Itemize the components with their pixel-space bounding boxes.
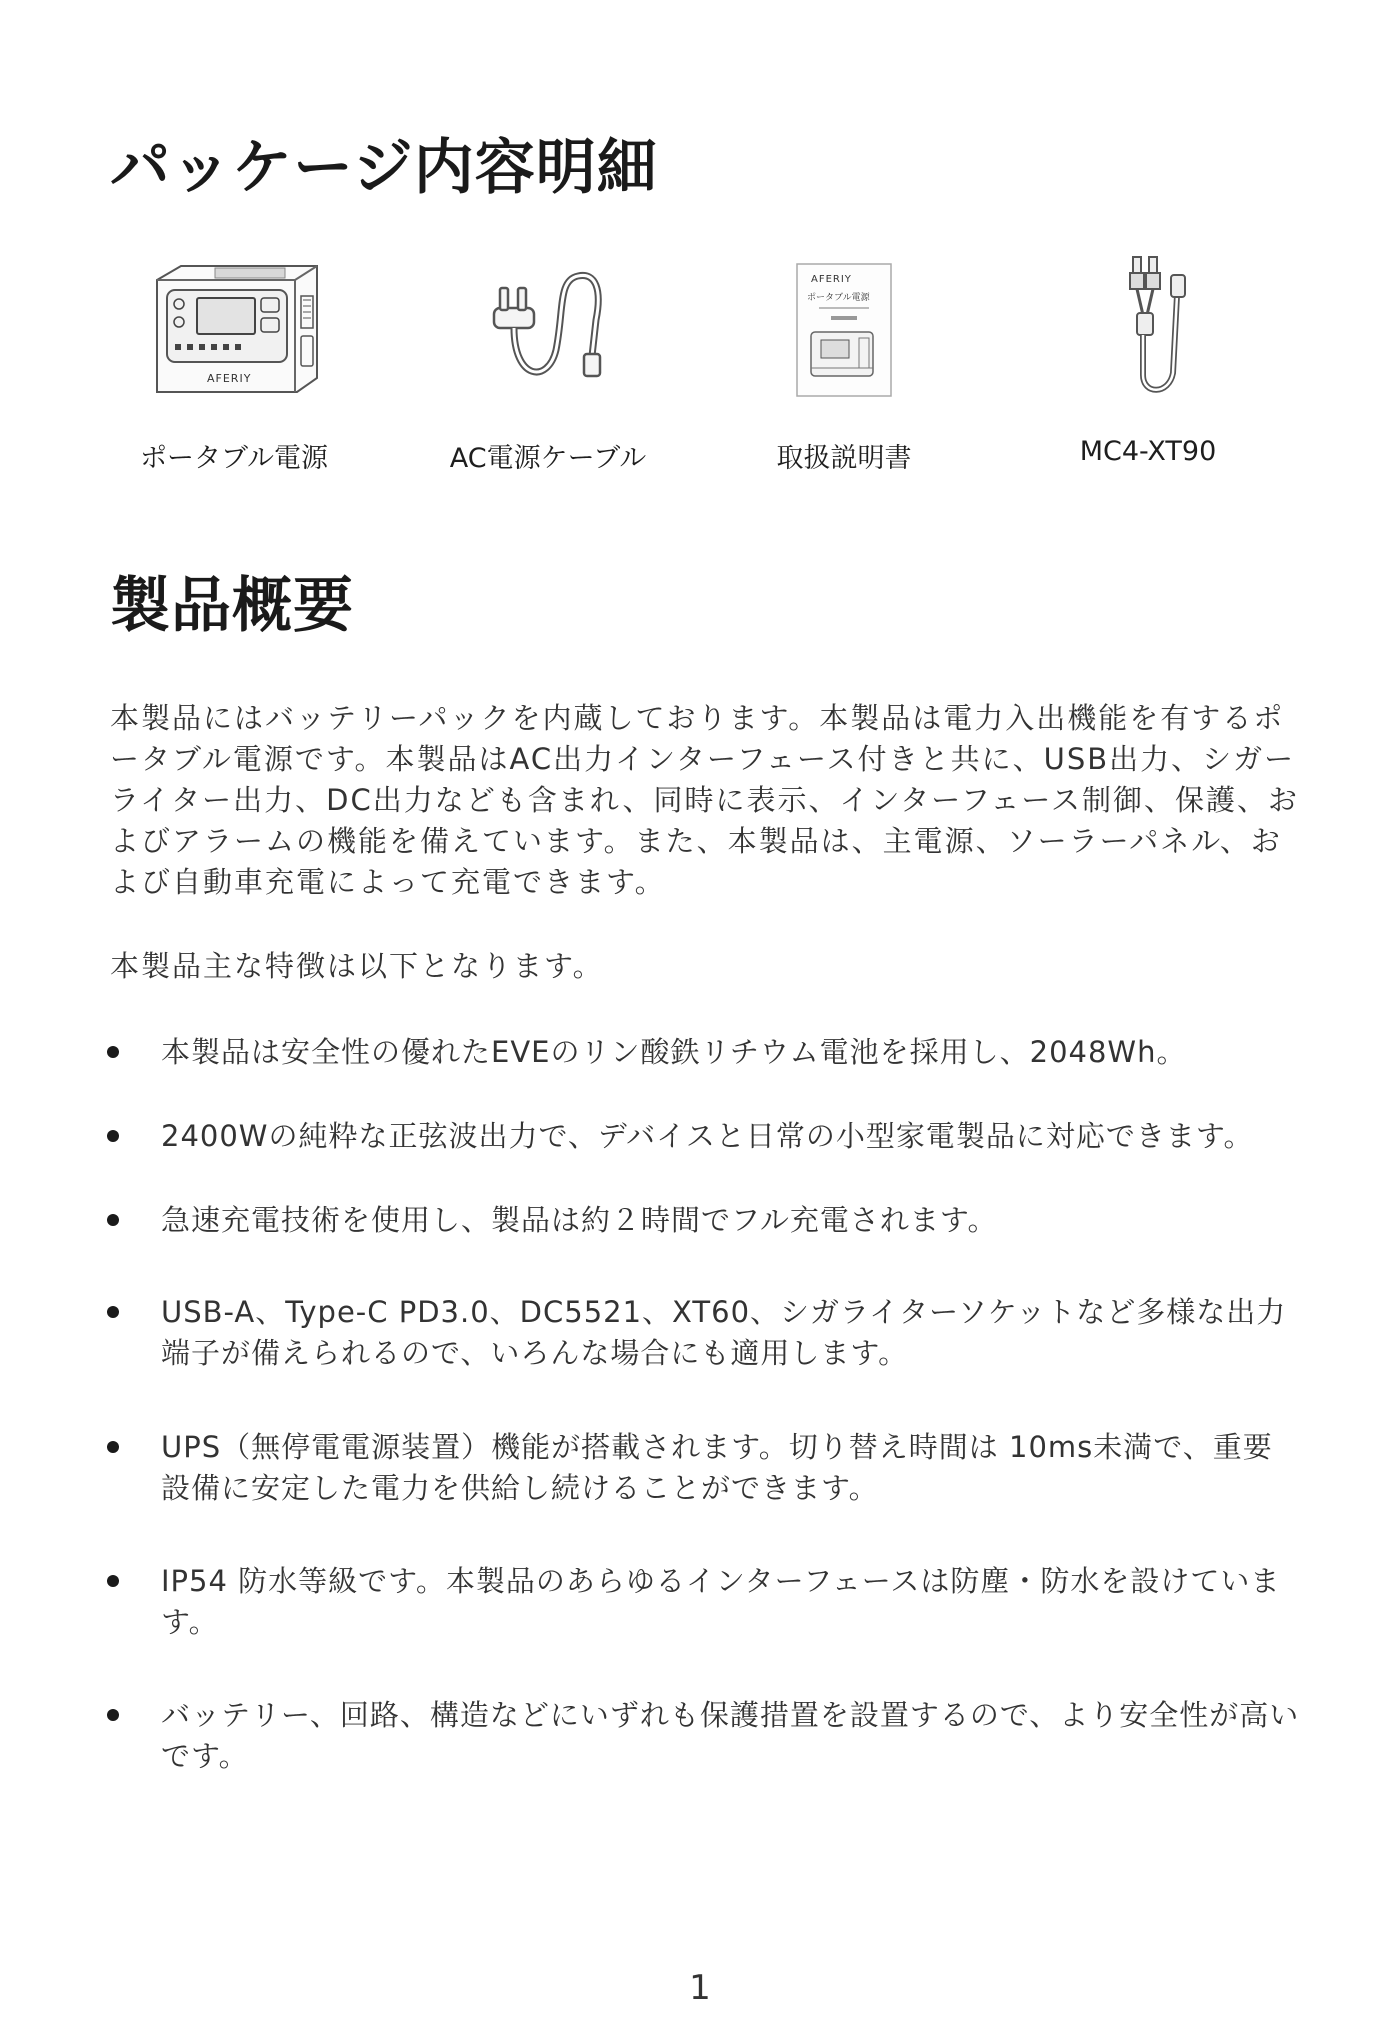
manual-brand-text: AFERIY bbox=[811, 274, 852, 285]
package-item-power-station bbox=[104, 255, 364, 474]
device-brand-text: AFERIY bbox=[207, 372, 252, 385]
mc4-cable-image bbox=[1018, 255, 1278, 405]
bullet-icon bbox=[107, 1575, 119, 1587]
bullet-icon bbox=[107, 1214, 119, 1226]
feature-text: UPS（無停電電源装置）機能が搭載されます。切り替え時間は 10ms未満で、重要設備に安定した電力を供給し続けることができます。 bbox=[161, 1430, 1273, 1505]
package-item-label: MC4-XT90 bbox=[1079, 436, 1217, 467]
ac-cable-image bbox=[418, 255, 678, 405]
feature-text: IP54 防水等級です。本製品のあらゆるインターフェースは防塵・防水を設けています。 bbox=[161, 1564, 1281, 1639]
bullet-icon bbox=[107, 1441, 119, 1453]
bullet-icon bbox=[107, 1130, 119, 1142]
feature-text: 急速充電技術を使用し、製品は約２時間でフル充電されます。 bbox=[161, 1203, 998, 1237]
feature-text: 2400Wの純粋な正弦波出力で、デバイスと日常の小型家電製品に対応できます。 bbox=[161, 1119, 1254, 1153]
manual-image bbox=[714, 255, 974, 405]
package-item-manual bbox=[714, 255, 974, 474]
package-item-ac-cable bbox=[418, 255, 678, 474]
package-item-mc4-cable bbox=[1018, 255, 1278, 467]
package-item-label: AC電源ケーブル bbox=[449, 443, 647, 474]
bullet-icon bbox=[107, 1046, 119, 1058]
features-lead-text: 本製品主な特徴は以下となります。 bbox=[110, 949, 604, 983]
overview-intro-paragraph: 本製品にはバッテリーパックを内蔵しております。本製品は電力入出機能を有するポータブル電源です。本製品はAC出力インターフェース付きと共に、USB出力、シガーライター出力、DC出力なども含まれ、同時に表示、インターフェース制御、保護、およびアラームの機能を備えています。また、本製品は、主電源、ソーラーパネル、および自動車充電によって充電できます。 bbox=[110, 701, 1299, 899]
package-contents-title: パッケージ内容明細 bbox=[110, 133, 658, 203]
package-item-label: ポータブル電源 bbox=[140, 443, 328, 474]
bullet-icon bbox=[107, 1306, 119, 1318]
feature-text: USB-A、Type-C PD3.0、DC5521、XT60、シガライターソケットなど多様な出力端子が備えられるので、いろんな場合にも適用します。 bbox=[161, 1295, 1287, 1370]
page-number: 1 bbox=[689, 1968, 711, 2008]
bullet-icon bbox=[107, 1709, 119, 1721]
feature-text: 本製品は安全性の優れたEVEのリン酸鉄リチウム電池を採用し、2048Wh。 bbox=[161, 1035, 1187, 1069]
power-station-image bbox=[104, 255, 364, 405]
package-items bbox=[0, 255, 1400, 485]
package-item-label: 取扱説明書 bbox=[776, 443, 912, 474]
feature-text: バッテリー、回路、構造などにいずれも保護措置を設置するので、より安全性が高いです。 bbox=[161, 1698, 1300, 1773]
manual-title-text: ポータブル電源 bbox=[807, 293, 870, 303]
product-overview-title: 製品概要 bbox=[110, 571, 354, 641]
